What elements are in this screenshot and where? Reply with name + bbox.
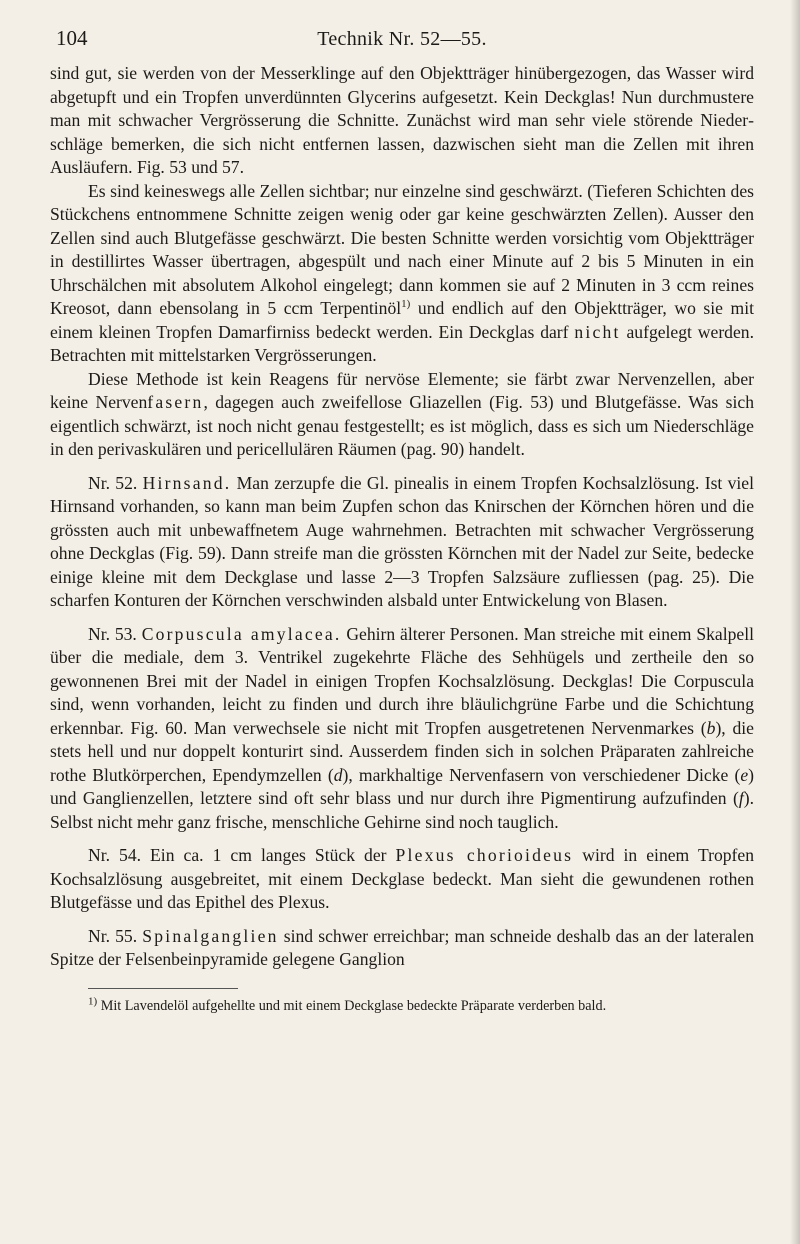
text-run: ) und Ganglienzellen, letztere sind oft sehr blass und nur durch ihre Pigmentirung aufzufinden ( bbox=[50, 764, 755, 808]
paragraph-p3 bbox=[50, 368, 754, 462]
spaced-emphasis: Spinalganglien bbox=[142, 925, 279, 946]
text-run: wird in einem Tropfen Kochsalzlösung ausgebreitet, mit einem Deckglase bedeckt. Man sieht die gewundenen rothen Blutgefässe und das Epithel des Plexus. bbox=[50, 845, 755, 912]
paragraph-p5 bbox=[50, 623, 754, 835]
text-run: ). Selbst nicht mehr ganz frische, menschliche Gehirne sind noch tauglich. bbox=[50, 788, 754, 832]
text-run: ), markhaltige Nervenfasern von verschiedener Dicke ( bbox=[342, 764, 741, 785]
text-run: ), die stets hell und nur doppelt konturirt sind. Ausserdem finden sich in solchen Präparaten zahlreiche rothe Blutkörperchen, Ependymzellen ( bbox=[50, 717, 754, 785]
footnote-text: Mit Lavendelöl aufgehellte und mit einem Deckglase bedeckte Präparate verderben bald. bbox=[97, 997, 607, 1014]
spaced-emphasis: fasern bbox=[147, 392, 204, 412]
footnote-marker: 1) bbox=[88, 994, 98, 1007]
figure-letter: f bbox=[738, 788, 744, 808]
text-run: Man zerzupfe die Gl. pinealis in einem Tropfen Kochsalzlösung. Ist viel Hirnsand vorhanden, so kann man beim Zupfen schon das Knirschen der Körnchen hören und die grössten auch mit unbewaffnetem Auge wahrnehmen. Betrachten mit schwacher Vergrösserung ohne Deckglas (Fig. 59). Dann streife man die grössten Körnchen mit der Nadel zur Seite, bedecke einige kleine mit dem Deckglase und lasse 2—3 Tropfen Salzsäure zufliessen (pag. 25). Die scharfen Konturen der Körnchen verschwinden alsbald unter Entwickelung von Blasen. bbox=[50, 472, 755, 610]
text-run: sind gut, sie werden von der Messerklinge auf den Objektträger hinübergezogen, das Wasser wird abgetupft und ein Tropfen unverdünnten Glycerins aufgesetzt. Kein Deckglas! Nun durchmustere man mit schwacher Vergrösserung die Schnitte. Zunächst wird man sehr viele störende Niederschläge bemerken, die sich nicht entfernen lassen, dazwischen sieht man die Zellen mit ihren Ausläufern. Fig. 53 und 57. bbox=[50, 63, 754, 177]
paragraph-p4 bbox=[50, 472, 754, 613]
figure-letter: e bbox=[740, 764, 749, 785]
text-run: Es sind keineswegs alle Zellen sichtbar; nur einzelne sind geschwärzt. (Tieferen Schichten des Stückchens entnommene Schnitte zeigen wenig oder gar keine geschwärzten Zellen). Ausser den Zellen sind auch Blutgefässe geschwärzt. Die besten Schnitte werden vorsichtig vom Objektträger in destillirtes Wasser übertragen, abgespült und nach einer Minute auf 2 bis 5 Minuten in ein Uhrschälchen mit absolutem Alkohol eingelegt; dann kommen sie auf 2 Minuten in 3 ccm reines Kreosot, dann ebensolang in 5 ccm Terpentinöl bbox=[50, 180, 754, 318]
paragraph-p1 bbox=[50, 62, 754, 180]
page-number: 104 bbox=[56, 26, 88, 50]
text-run: Nr. 54. Ein ca. 1 cm langes Stück der bbox=[88, 845, 396, 865]
text-run: Nr. 53. bbox=[88, 623, 142, 644]
text-run: aufgelegt werden. Betrachten mit mittelstarken Vergrösserungen. bbox=[50, 321, 754, 365]
spaced-emphasis: Plexus chorioideus bbox=[395, 845, 574, 865]
footnote-rule bbox=[88, 988, 238, 989]
footnote bbox=[50, 994, 754, 1016]
spaced-emphasis: nicht bbox=[574, 321, 621, 342]
text-run: Diese Methode ist kein Reagens für nervöse Elemente; sie färbt zwar Nervenzellen, aber keine Nerven bbox=[50, 368, 754, 412]
page-edge-shadow bbox=[790, 0, 800, 1244]
running-title: Technik Nr. 52—55. bbox=[317, 28, 487, 50]
paragraph-p6 bbox=[50, 844, 754, 915]
paragraph-p2 bbox=[50, 180, 754, 368]
running-head bbox=[50, 26, 754, 62]
text-run: , dagegen auch zweifellose Gliazellen (Fig. 53) und Blutgefässe. Was sich eigentlich schwärzt, ist noch nicht genau festgestellt; es ist möglich, dass es sich um Niederschläge in den perivaskulären und pericellulären Räumen (pag. 90) handelt. bbox=[50, 392, 754, 459]
text-run: Nr. 55. bbox=[88, 925, 143, 946]
figure-letter: d bbox=[333, 764, 343, 785]
spaced-emphasis: Hirnsand. bbox=[142, 472, 232, 493]
paragraph-p7 bbox=[50, 925, 754, 972]
text-run: Nr. 52. bbox=[88, 472, 143, 493]
footnote-ref: 1) bbox=[401, 298, 411, 311]
text-run: und endlich auf den Objektträger, wo sie mit einem kleinen Tropfen Damarfirniss bedeckt werden. Ein Deckglas darf bbox=[50, 298, 754, 342]
text-run: sind schwer erreichbar; man schneide deshalb das an der lateralen Spitze der Felsenbeinpyramide gelegene Ganglion bbox=[50, 925, 754, 969]
spaced-emphasis: Corpuscula amylacea. bbox=[141, 623, 342, 644]
text-run: Gehirn älterer Personen. Man streiche mit einem Skalpell über die mediale, dem 3. Ventrikel zugekehrte Fläche des Sehhügels und zertheile den so gewonnenen Brei mit der Nadel in einigen Tropfen Kochsalzlösung. Deckglas! Die Corpuscula sind, wenn vorhanden, leicht zu finden und durch ihre bläulichgrüne Farbe und die Schichtung erkennbar. Fig. 60. Man verwechsele sie nicht mit Tropfen ausgetretenen Nervenmarkes ( bbox=[50, 623, 754, 738]
body-text bbox=[50, 62, 754, 972]
figure-letter: b bbox=[706, 717, 716, 738]
